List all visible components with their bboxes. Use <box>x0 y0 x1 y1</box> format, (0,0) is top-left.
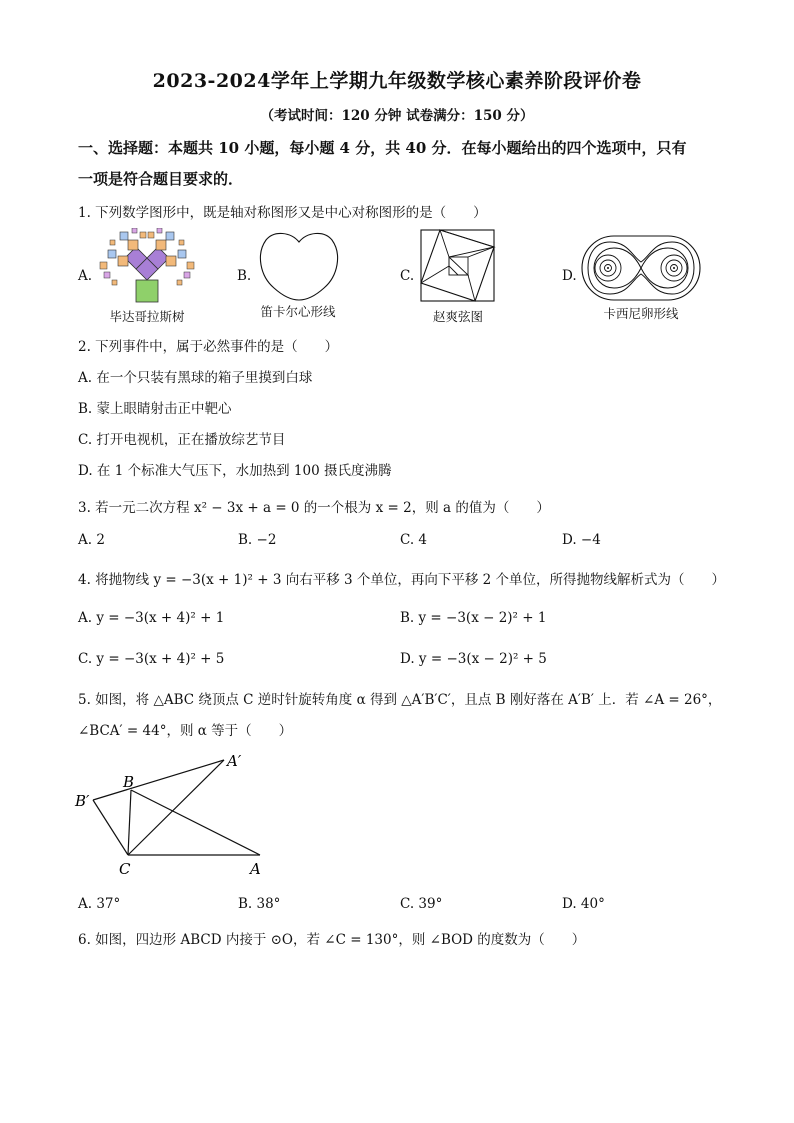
label-a-prime: A′ <box>227 752 242 770</box>
q1-option-a-caption: 毕达哥拉斯树 <box>109 309 185 324</box>
question-6-stem: 6. 如图，四边形 ABCD 内接于 ⊙O，若 ∠C = 130°，则 ∠BOD 的度数为（ ） <box>78 932 586 948</box>
q1-option-d-caption: 卡西尼卵形线 <box>603 306 679 321</box>
question-5-stem-line2: ∠BCA′ = 44°，则 α 等于（ ） <box>78 723 293 739</box>
q5-option-d: D. 40° <box>562 896 605 912</box>
cassini-oval-figure <box>580 232 702 304</box>
segment-b-a <box>131 790 260 855</box>
q1-option-c-caption: 赵爽弦图 <box>432 309 483 324</box>
pythagoras-tree-figure <box>94 228 200 306</box>
question-2-stem: 2. 下列事件中，属于必然事件的是（ ） <box>78 339 339 355</box>
q4-option-a: A. y = −3(x + 4)² + 1 <box>78 610 225 626</box>
q2-option-c: C. 打开电视机，正在播放综艺节目 <box>78 432 286 448</box>
q1-option-b-letter: B. <box>237 268 252 284</box>
label-b-prime: B′ <box>75 792 90 810</box>
q1-option-a-letter: A. <box>78 268 93 284</box>
zhao-shuang-figure <box>420 229 496 303</box>
q3-option-a: A. 2 <box>78 532 105 548</box>
q1-option-b-caption: 笛卡尔心形线 <box>260 304 336 319</box>
section-heading-line2: 一项是符合题目要求的． <box>78 170 244 188</box>
q4-option-b: B. y = −3(x − 2)² + 1 <box>400 610 547 626</box>
page-title: 2023-2024学年上学期九年级数学核心素养阶段评价卷 <box>152 70 642 92</box>
q3-option-d: D. −4 <box>562 532 601 548</box>
label-b: B <box>123 773 135 791</box>
question-5-stem-line1: 5. 如图，将 △ABC 绕顶点 C 逆时针旋转角度 α 得到 △A′B′C′，且点 B 刚好落在 A′B′ 上．若 ∠A = 26°， <box>78 692 722 708</box>
q1-option-d-letter: D. <box>562 268 577 284</box>
q5-option-c: C. 39° <box>400 896 443 912</box>
rotation-triangle-figure <box>72 750 272 880</box>
q2-option-a: A. 在一个只装有黑球的箱子里摸到白球 <box>78 370 313 386</box>
segment-b-c <box>128 790 131 855</box>
q4-option-d: D. y = −3(x − 2)² + 5 <box>400 651 547 667</box>
cardioid-figure <box>256 228 342 302</box>
section-heading-line1: 一、选择题：本题共 10 小题，每小题 4 分，共 40 分．在每小题给出的四个选项中，只有 <box>78 139 687 157</box>
segment-b1-c <box>93 800 128 855</box>
question-3-stem: 3. 若一元二次方程 x² − 3x + a = 0 的一个根为 x = 2，则 a 的值为（ ） <box>78 500 550 516</box>
question-4-stem: 4. 将抛物线 y = −3(x + 1)² + 3 向右平移 3 个单位，再向下平移 2 个单位，所得抛物线解析式为（ ） <box>78 572 726 588</box>
q3-option-c: C. 4 <box>400 532 428 548</box>
q1-option-c-letter: C. <box>400 268 415 284</box>
q2-option-b: B. 蒙上眼睛射击正中靶心 <box>78 401 232 417</box>
question-1-stem: 1. 下列数学图形中，既是轴对称图形又是中心对称图形的是（ ） <box>78 205 487 221</box>
q5-option-a: A. 37° <box>78 896 121 912</box>
q5-option-b: B. 38° <box>238 896 281 912</box>
exam-info: （考试时间：120 分钟 试卷满分：150 分） <box>260 108 534 124</box>
q4-option-c: C. y = −3(x + 4)² + 5 <box>78 651 225 667</box>
label-c: C <box>119 860 131 878</box>
q2-option-d: D. 在 1 个标准大气压下，水加热到 100 摄氏度沸腾 <box>78 463 392 479</box>
label-a: A <box>250 860 261 878</box>
q3-option-b: B. −2 <box>238 532 277 548</box>
